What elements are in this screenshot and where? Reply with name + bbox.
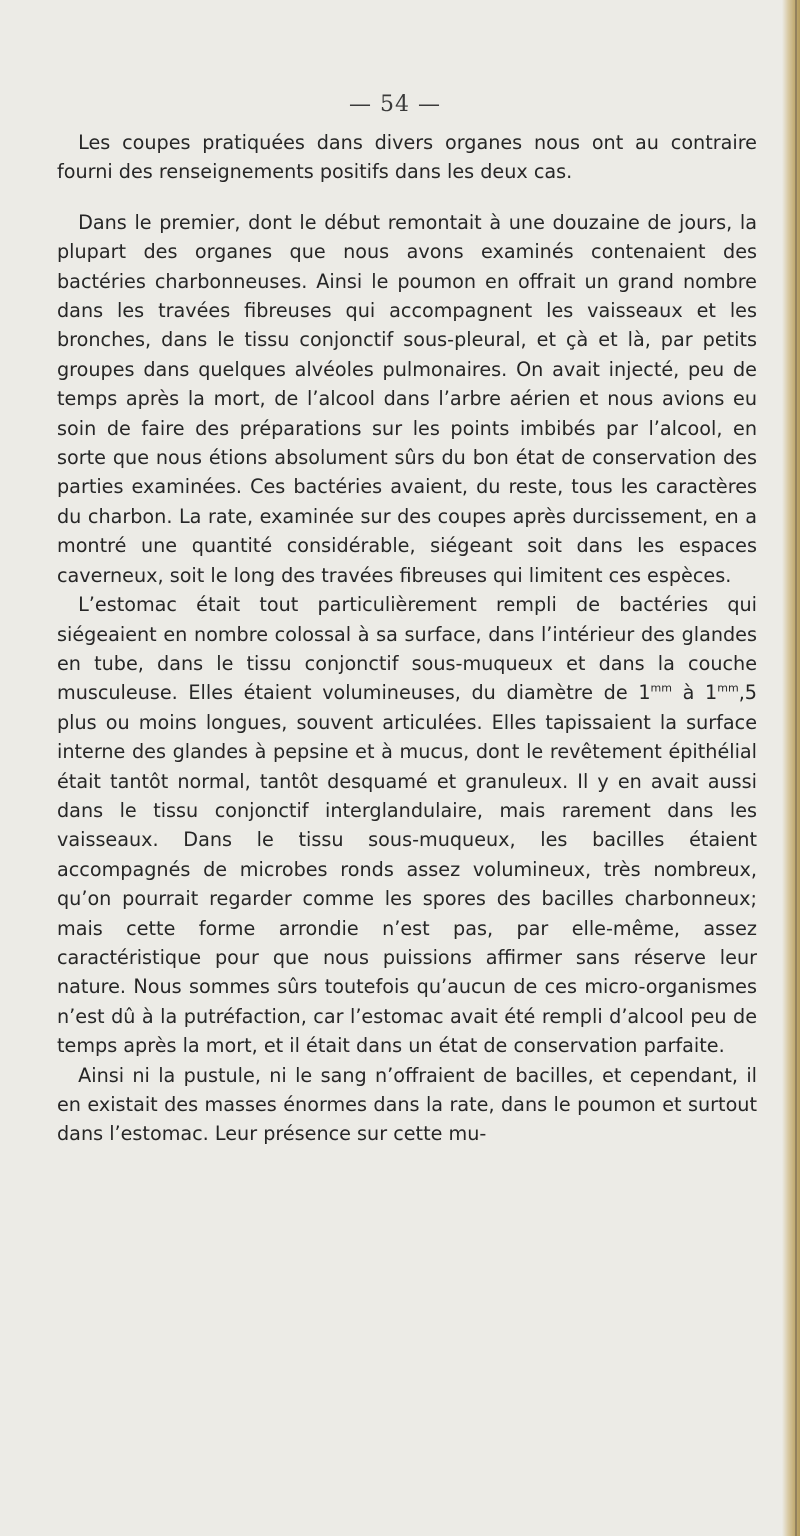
paragraph-4: Ainsi ni la pustule, ni le sang n’offraient de bacilles, et cependant, il en existait des masses énormes dans la rate, dans le poumon et surtout dans l’estomac. Leur présence sur cette mu- [57, 1063, 757, 1146]
body-text [57, 128, 757, 1149]
paragraph-3-part-2: à 1 [671, 681, 718, 705]
paragraph-3-part-1: L’estomac était tout particulièrement rempli de bactéries qui siégeaient en nombre colossal à sa surface, dans l’intérieur des glandes en tube, dans le tissu conjonctif sous-muqueux et dans la couche musculeuse. Elles étaient volumineuses, du diamètre de 1 [57, 593, 757, 705]
page-number: — 54 — [349, 92, 441, 117]
paragraph-3 [57, 590, 757, 1061]
page-binding-line [795, 0, 797, 1536]
paragraph-1: Les coupes pratiquées dans divers organes nous ont au contraire fourni des renseignements positifs dans les deux cas. [57, 131, 757, 184]
paragraph-2: Dans le premier, dont le début remontait à une douzaine de jours, la plupart des organes que nous avons examinés contenaient des bactéries charbonneuses. Ainsi le poumon en offrait un grand nombre dans les travées fibreuses qui accompagnent les vaisseaux et les bronches, dans le tissu conjonctif sous-pleural, et çà et là, par petits groupes dans quelques alvéoles pulmonaires. On avait injecté, peu de temps après la mort, de l’alcool dans l’arbre aérien et nous avions eu soin de faire des préparations sur les points imbibés par l’alcool, en sorte que nous étions absolument sûrs du bon état de conservation des parties examinées. Ces bactéries avaient, du reste, tous les caractères du charbon. La rate, examinée sur des coupes après durcissement, en a montré une quantité considérable, siégeant soit dans les espaces caverneux, soit le long des travées fibreuses qui limitent ces espèces. [57, 210, 757, 587]
unit-superscript-1: mm [650, 681, 672, 695]
paragraph-3-part-3: ,5 plus ou moins longues, souvent articulées. Elles tapissaient la surface interne des glandes à pepsine et à mucus, dont le revêtement épithélial était tantôt normal, tantôt desquamé et granuleux. Il y en avait aussi dans le tissu conjonctif interglandulaire, mais rarement dans les vaisseaux. Dans le tissu sous-muqueux, les bacilles étaient accompagnés de microbes ronds assez volumineux, très nombreux, qu’on pourrait regarder comme les spores des bacilles charbonneux; mais cette forme arrondie n’est pas, par elle-même, assez caractéristique pour que nous puissions affirmer sans réserve leur nature. Nous sommes sûrs toutefois qu’aucun de ces micro-organismes n’est dû à la putréfaction, car l’estomac avait été rempli d’alcool peu de temps après la mort, et il était dans un état de conservation parfaite. [57, 681, 757, 1058]
unit-superscript-2: mm [717, 681, 739, 695]
page-binding-edge [782, 0, 800, 1536]
